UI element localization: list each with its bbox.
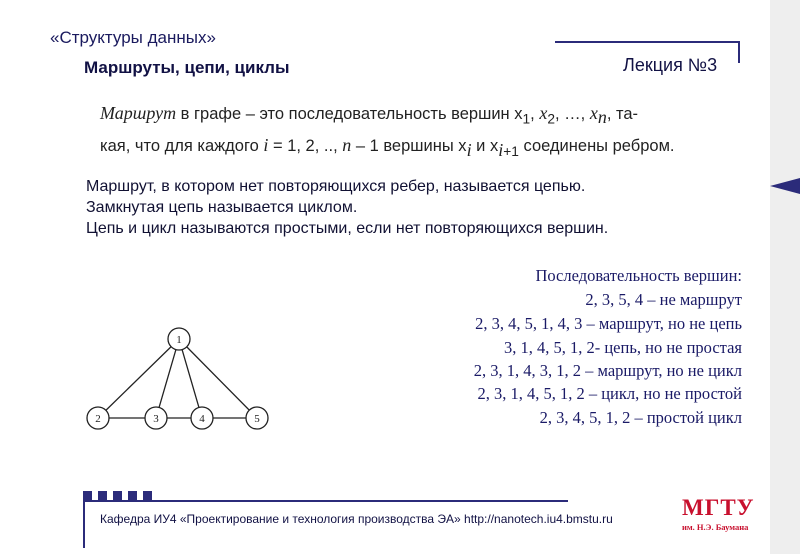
body-line-cycle: Замкнутая цепь называется циклом. (86, 199, 358, 216)
vertex-label-1: 1 (176, 334, 182, 346)
footer-rule-vertical (83, 500, 85, 548)
vertex-label-4: 4 (199, 413, 205, 425)
sequence-item: 2, 3, 4, 5, 1, 4, 3 – маршрут, но не цепь (475, 314, 742, 333)
footer-rule (83, 500, 568, 502)
sequence-item: 2, 3, 1, 4, 3, 1, 2 – маршрут, но не цикл (473, 361, 742, 380)
body-line-simple: Цепь и цикл называются простыми, если нет повторяющихся вершин. (86, 220, 609, 237)
sequence-heading: Последовательность вершин: (535, 266, 742, 285)
sequence-item: 2, 3, 4, 5, 1, 2 – простой цикл (539, 408, 742, 427)
vertex-label-3: 3 (153, 413, 159, 425)
definition-term: Маршрут (100, 103, 177, 123)
header-rule-vertical (738, 41, 740, 63)
topic-title: Маршруты, цепи, циклы (84, 58, 290, 77)
mgtu-logo-subtitle: им. Н.Э. Баумана (682, 522, 749, 532)
graph-edges (98, 339, 257, 418)
footer-department: Кафедра ИУ4 «Проектирование и технология производства ЭА» http://nanotech.iu4.bmstu.ru (100, 512, 613, 526)
definition-line-2: кая, что для каждого i = 1, 2, .., n – 1 вершины $x_i$ и $x_{i+1}$ соединены ребром. (100, 135, 675, 160)
graph-diagram (78, 318, 278, 438)
sequence-item: 2, 3, 1, 4, 5, 1, 2 – цикл, но не простой (477, 384, 742, 403)
lecture-number: Лекция №3 (623, 55, 718, 75)
vertex-label-5: 5 (254, 413, 260, 425)
right-decor-triangle (770, 178, 800, 194)
definition-line-1: Маршрут в графе – это последовательность вершин $x_1$, $x_2$, …, $x_n$, та- (100, 103, 639, 128)
vertex-label-2: 2 (95, 413, 101, 425)
footer-dots (83, 491, 152, 500)
sequence-item: 2, 3, 5, 4 – не маршрут (585, 290, 742, 309)
right-decor-band (770, 0, 800, 554)
header-rule (555, 41, 740, 43)
definition-block (100, 100, 740, 165)
course-title: «Структуры данных» (50, 28, 216, 47)
sequence-item: 3, 1, 4, 5, 1, 2- цепь, но не простая (503, 338, 742, 357)
body-line-chain: Маршрут, в котором нет повторяющихся ребер, называется цепью. (86, 178, 586, 195)
mgtu-logo: МГТУ (682, 495, 755, 520)
